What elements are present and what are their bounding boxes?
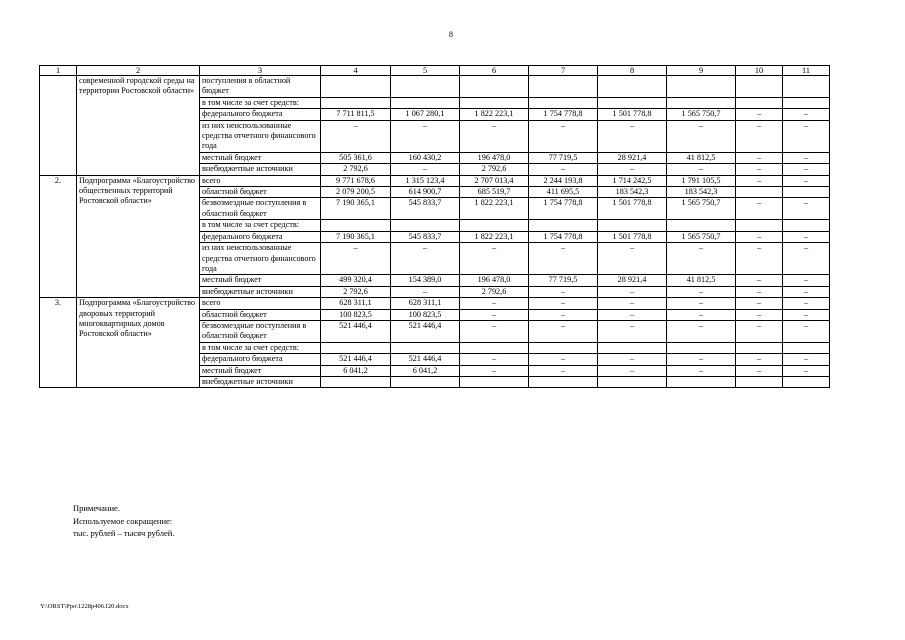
source-cell: в том числе за счет средств:	[200, 97, 321, 108]
value-cell: –	[736, 120, 783, 152]
source-cell: местный бюджет	[200, 152, 321, 163]
header-cell: 4	[321, 66, 391, 76]
value-cell: –	[529, 243, 598, 275]
note-title: Примечание.	[73, 503, 120, 513]
value-cell: –	[783, 198, 830, 220]
value-cell: –	[529, 320, 598, 342]
value-cell	[736, 187, 783, 198]
value-cell	[598, 220, 667, 231]
value-cell: 628 311,1	[321, 298, 391, 309]
value-cell: –	[783, 152, 830, 163]
row-number-cell	[40, 76, 77, 176]
program-name-cell: Подпрограмма «Благоустройство общественных территорий Ростовской области»	[77, 175, 200, 297]
source-cell: всего	[200, 298, 321, 309]
value-cell: –	[667, 243, 736, 275]
table-row	[40, 298, 830, 309]
source-cell: всего	[200, 175, 321, 186]
value-cell: 2 707 013,4	[460, 175, 529, 186]
value-cell	[783, 97, 830, 108]
header-cell: 8	[598, 66, 667, 76]
value-cell: –	[736, 275, 783, 286]
value-cell: –	[736, 354, 783, 365]
value-cell	[667, 220, 736, 231]
value-cell: 545 833,7	[391, 198, 460, 220]
value-cell: –	[783, 120, 830, 152]
value-cell: 7 190 365,1	[321, 198, 391, 220]
value-cell	[598, 97, 667, 108]
value-cell	[460, 97, 529, 108]
source-cell: из них неиспользованные средства отчетного финансового года	[200, 120, 321, 152]
value-cell: –	[783, 109, 830, 120]
value-cell: –	[736, 231, 783, 242]
value-cell: 1 501 778,8	[598, 198, 667, 220]
header-cell: 6	[460, 66, 529, 76]
value-cell: 521 446,4	[321, 320, 391, 342]
table-row	[40, 175, 830, 186]
budget-table	[39, 65, 830, 388]
value-cell: 411 695,5	[529, 187, 598, 198]
source-cell: из них неиспользованные средства отчетного финансового года	[200, 243, 321, 275]
value-cell	[391, 76, 460, 98]
value-cell: 9 771 678,6	[321, 175, 391, 186]
value-cell: –	[667, 164, 736, 175]
note-abbrev-title: Используемое сокращение:	[73, 515, 173, 526]
value-cell: 154 389,0	[391, 275, 460, 286]
value-cell	[321, 76, 391, 98]
value-cell: 1 067 280,1	[391, 109, 460, 120]
source-cell: безвозмездные поступления в областной бюджет	[200, 320, 321, 342]
value-cell	[783, 220, 830, 231]
value-cell: –	[460, 365, 529, 376]
value-cell: –	[667, 320, 736, 342]
value-cell	[736, 342, 783, 353]
value-cell: –	[783, 231, 830, 242]
source-cell: федерального бюджета	[200, 109, 321, 120]
value-cell: –	[460, 309, 529, 320]
value-cell	[736, 97, 783, 108]
value-cell: –	[783, 309, 830, 320]
value-cell: –	[460, 320, 529, 342]
value-cell	[598, 342, 667, 353]
value-cell	[667, 342, 736, 353]
value-cell: –	[598, 298, 667, 309]
value-cell: 41 812,5	[667, 152, 736, 163]
value-cell: 100 823,5	[391, 309, 460, 320]
value-cell: –	[598, 286, 667, 297]
value-cell	[598, 76, 667, 98]
value-cell: 545 833,7	[391, 231, 460, 242]
value-cell: 28 921,4	[598, 152, 667, 163]
value-cell	[391, 376, 460, 387]
value-cell	[460, 376, 529, 387]
row-number-cell: 2.	[40, 175, 77, 297]
value-cell: –	[667, 365, 736, 376]
value-cell	[667, 76, 736, 98]
value-cell: –	[783, 365, 830, 376]
value-cell: 505 361,6	[321, 152, 391, 163]
value-cell	[667, 97, 736, 108]
value-cell: 1 565 750,7	[667, 109, 736, 120]
value-cell: 1 822 223,1	[460, 198, 529, 220]
value-cell: 183 542,3	[667, 187, 736, 198]
value-cell: –	[783, 286, 830, 297]
value-cell	[783, 376, 830, 387]
value-cell: –	[391, 164, 460, 175]
header-cell: 11	[783, 66, 830, 76]
value-cell	[736, 376, 783, 387]
value-cell: 1 754 778,8	[529, 109, 598, 120]
value-cell	[321, 376, 391, 387]
value-cell: –	[529, 286, 598, 297]
header-cell: 2	[77, 66, 200, 76]
source-cell: внебюджетные источники	[200, 286, 321, 297]
value-cell: –	[667, 298, 736, 309]
header-cell: 3	[200, 66, 321, 76]
value-cell: –	[736, 175, 783, 186]
value-cell: –	[529, 354, 598, 365]
value-cell: –	[598, 354, 667, 365]
value-cell: 28 921,4	[598, 275, 667, 286]
value-cell	[460, 76, 529, 98]
value-cell	[783, 187, 830, 198]
value-cell: –	[667, 286, 736, 297]
value-cell: –	[529, 298, 598, 309]
value-cell: –	[529, 365, 598, 376]
source-cell: областной бюджет	[200, 187, 321, 198]
value-cell	[783, 342, 830, 353]
table-header-row	[40, 66, 830, 76]
value-cell: –	[598, 320, 667, 342]
header-cell: 7	[529, 66, 598, 76]
source-cell: в том числе за счет средств:	[200, 342, 321, 353]
value-cell: 1 714 242,5	[598, 175, 667, 186]
value-cell: 2 792,6	[460, 286, 529, 297]
value-cell: 183 542,3	[598, 187, 667, 198]
value-cell: –	[598, 164, 667, 175]
value-cell: 1 315 123,4	[391, 175, 460, 186]
value-cell: –	[529, 120, 598, 152]
value-cell	[736, 220, 783, 231]
value-cell: 196 478,0	[460, 275, 529, 286]
source-cell: внебюджетные источники	[200, 376, 321, 387]
source-cell: федерального бюджета	[200, 231, 321, 242]
value-cell	[667, 376, 736, 387]
value-cell: –	[667, 309, 736, 320]
value-cell: 77 719,5	[529, 152, 598, 163]
value-cell: 521 446,4	[391, 354, 460, 365]
header-cell: 10	[736, 66, 783, 76]
value-cell: –	[736, 198, 783, 220]
value-cell	[529, 97, 598, 108]
notes	[73, 502, 175, 540]
value-cell: –	[783, 354, 830, 365]
value-cell: –	[321, 120, 391, 152]
source-cell: федерального бюджета	[200, 354, 321, 365]
value-cell: 2 244 193,8	[529, 175, 598, 186]
value-cell: 685 519,7	[460, 187, 529, 198]
value-cell: –	[321, 243, 391, 275]
value-cell: –	[391, 243, 460, 275]
value-cell	[321, 220, 391, 231]
value-cell: 7 711 811,5	[321, 109, 391, 120]
value-cell	[529, 376, 598, 387]
value-cell: –	[598, 120, 667, 152]
value-cell: 2 792,6	[321, 164, 391, 175]
value-cell: –	[391, 120, 460, 152]
value-cell: –	[736, 365, 783, 376]
value-cell: 2 079 200,5	[321, 187, 391, 198]
value-cell: 77 719,5	[529, 275, 598, 286]
source-cell: в том числе за счет средств:	[200, 220, 321, 231]
value-cell: 6 041,2	[391, 365, 460, 376]
value-cell: –	[783, 164, 830, 175]
header-cell: 1	[40, 66, 77, 76]
value-cell: 1 565 750,7	[667, 198, 736, 220]
value-cell: –	[598, 243, 667, 275]
value-cell: 1 565 750,7	[667, 231, 736, 242]
value-cell: –	[598, 309, 667, 320]
value-cell: –	[736, 286, 783, 297]
value-cell	[529, 76, 598, 98]
value-cell: 628 311,1	[391, 298, 460, 309]
value-cell: –	[736, 243, 783, 275]
value-cell: 1 822 223,1	[460, 231, 529, 242]
value-cell: –	[783, 320, 830, 342]
header-cell: 5	[391, 66, 460, 76]
value-cell: 1 754 778,8	[529, 231, 598, 242]
value-cell: 7 190 365,1	[321, 231, 391, 242]
value-cell: –	[783, 275, 830, 286]
value-cell: –	[783, 298, 830, 309]
row-number-cell: 3.	[40, 298, 77, 388]
program-name-cell: Подпрограмма «Благоустройство дворовых территорий многоквартирных домов Ростовской области»	[77, 298, 200, 388]
value-cell	[529, 342, 598, 353]
value-cell: 1 501 778,8	[598, 231, 667, 242]
value-cell	[391, 342, 460, 353]
value-cell: –	[391, 286, 460, 297]
header-cell: 9	[667, 66, 736, 76]
value-cell: –	[598, 365, 667, 376]
file-path: Y:\ORST\Ppo\1228p406.f20.docx	[40, 603, 129, 610]
value-cell: –	[529, 309, 598, 320]
value-cell: 100 823,5	[321, 309, 391, 320]
value-cell	[460, 220, 529, 231]
value-cell: –	[460, 298, 529, 309]
value-cell: –	[783, 243, 830, 275]
value-cell	[391, 220, 460, 231]
value-cell	[598, 376, 667, 387]
value-cell: 41 812,5	[667, 275, 736, 286]
value-cell: –	[783, 175, 830, 186]
value-cell	[321, 97, 391, 108]
value-cell	[736, 76, 783, 98]
value-cell	[783, 76, 830, 98]
value-cell	[321, 342, 391, 353]
value-cell: –	[460, 120, 529, 152]
source-cell: безвозмездные поступления в областной бюджет	[200, 198, 321, 220]
value-cell: 6 041,2	[321, 365, 391, 376]
value-cell: 1 791 105,5	[667, 175, 736, 186]
note-abbrev: тыс. рублей – тысяч рублей.	[73, 528, 175, 538]
value-cell: –	[736, 320, 783, 342]
source-cell: поступления в областной бюджет	[200, 76, 321, 98]
value-cell: –	[667, 354, 736, 365]
value-cell	[529, 220, 598, 231]
program-name-cell: современной городской среды на территории Ростовской области»	[77, 76, 200, 176]
value-cell: –	[460, 243, 529, 275]
value-cell: –	[736, 309, 783, 320]
value-cell: 196 478,0	[460, 152, 529, 163]
value-cell: 1 501 778,8	[598, 109, 667, 120]
source-cell: внебюджетные источники	[200, 164, 321, 175]
source-cell: местный бюджет	[200, 275, 321, 286]
value-cell: 2 792,6	[460, 164, 529, 175]
value-cell: 521 446,4	[321, 354, 391, 365]
value-cell: 499 320,4	[321, 275, 391, 286]
value-cell: 521 446,4	[391, 320, 460, 342]
value-cell: –	[529, 164, 598, 175]
value-cell: –	[736, 298, 783, 309]
value-cell: –	[460, 354, 529, 365]
value-cell	[460, 342, 529, 353]
value-cell: 1 754 778,8	[529, 198, 598, 220]
value-cell	[391, 97, 460, 108]
value-cell: 2 792,6	[321, 286, 391, 297]
table-row	[40, 76, 830, 98]
page-number: 8	[449, 30, 453, 39]
value-cell: –	[736, 164, 783, 175]
source-cell: местный бюджет	[200, 365, 321, 376]
value-cell: –	[736, 109, 783, 120]
value-cell: 1 822 223,1	[460, 109, 529, 120]
value-cell: –	[736, 152, 783, 163]
value-cell: 614 900,7	[391, 187, 460, 198]
value-cell: –	[667, 120, 736, 152]
source-cell: областной бюджет	[200, 309, 321, 320]
value-cell: 160 430,2	[391, 152, 460, 163]
